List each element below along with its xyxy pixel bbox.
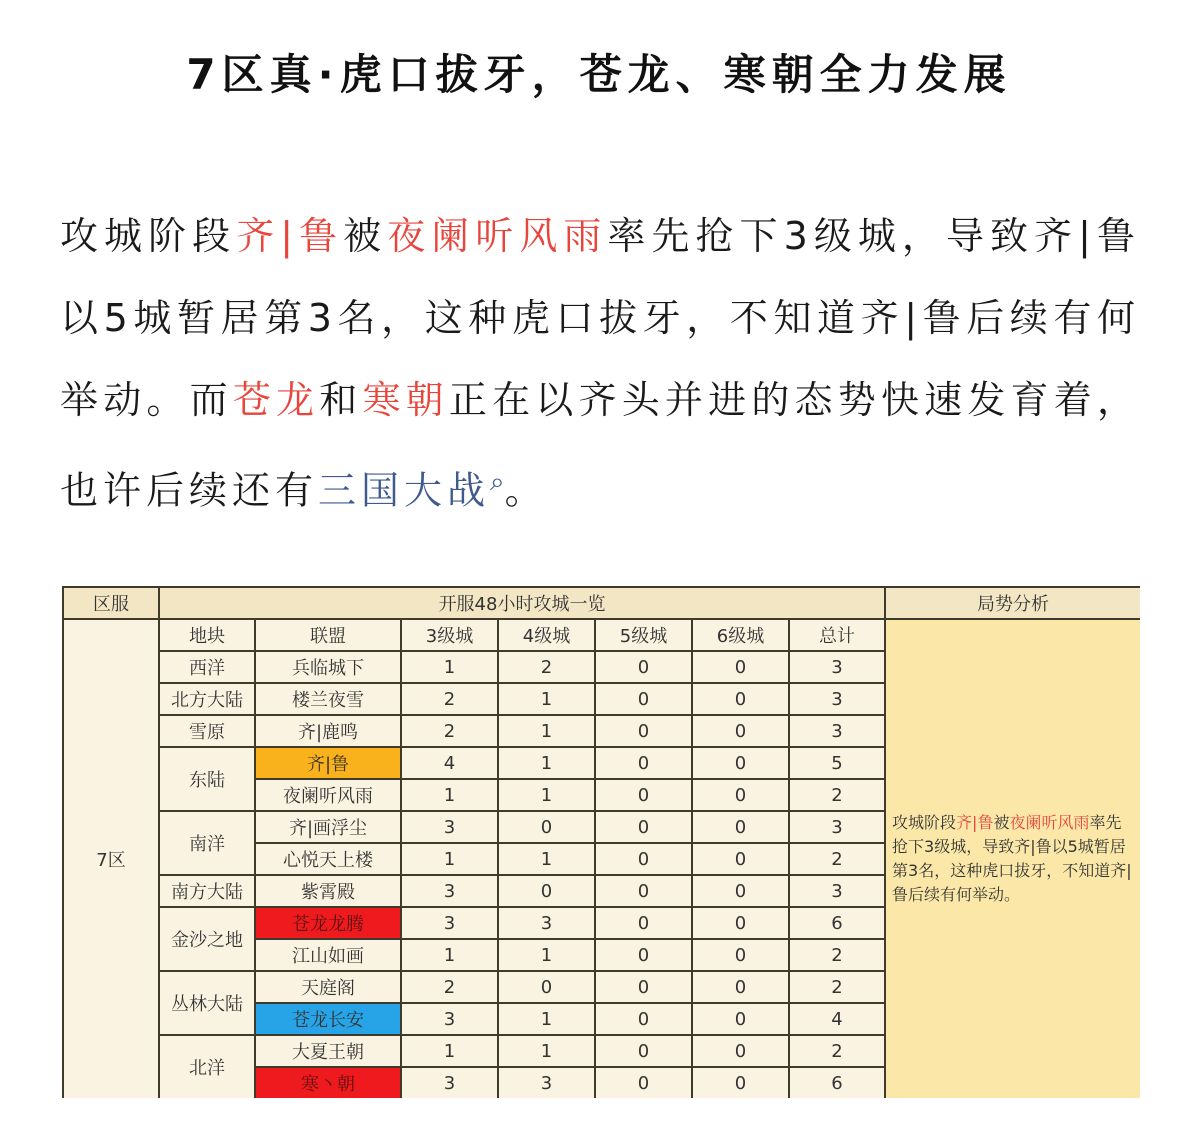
alliance-cell: 齐|鲁 — [255, 747, 401, 779]
header-analysis: 局势分析 — [885, 587, 1140, 619]
value-cell: 1 — [498, 779, 595, 811]
value-cell: 0 — [595, 1035, 692, 1067]
value-cell: 3 — [401, 811, 498, 843]
total-cell: 3 — [789, 811, 885, 843]
highlight-alliance: 寒朝 — [362, 378, 449, 422]
zone-cell: 7区 — [63, 619, 159, 1098]
region-cell: 西洋 — [159, 651, 255, 683]
analysis-cell — [885, 619, 1140, 1098]
value-cell: 0 — [595, 651, 692, 683]
value-cell: 0 — [692, 1003, 789, 1035]
region-cell: 南方大陆 — [159, 875, 255, 907]
text-segment: 被 — [343, 214, 388, 258]
total-cell: 3 — [789, 683, 885, 715]
region-cell: 雪原 — [159, 715, 255, 747]
value-cell: 0 — [692, 715, 789, 747]
value-cell: 0 — [595, 907, 692, 939]
value-cell: 0 — [692, 1035, 789, 1067]
total-cell: 6 — [789, 907, 885, 939]
total-cell: 2 — [789, 971, 885, 1003]
value-cell: 0 — [595, 779, 692, 811]
table-header-row — [63, 587, 1140, 619]
alliance-cell: 江山如画 — [255, 939, 401, 971]
value-cell: 0 — [692, 843, 789, 875]
text-segment: 。 — [504, 468, 548, 513]
value-cell: 1 — [498, 747, 595, 779]
value-cell: 0 — [692, 939, 789, 971]
value-cell: 0 — [595, 971, 692, 1003]
value-cell: 3 — [498, 1067, 595, 1098]
analysis-text: 攻城阶段 — [892, 813, 957, 832]
value-cell: 4 — [401, 747, 498, 779]
region-cell: 东陆 — [159, 747, 255, 811]
value-cell: 0 — [692, 747, 789, 779]
value-cell: 0 — [692, 651, 789, 683]
alliance-cell: 天庭阁 — [255, 971, 401, 1003]
highlight-alliance: 齐|鲁 — [236, 214, 344, 258]
alliance-cell: 苍龙龙腾 — [255, 907, 401, 939]
value-cell: 0 — [595, 747, 692, 779]
col-header: 5级城 — [595, 619, 692, 651]
alliance-cell: 楼兰夜雪 — [255, 683, 401, 715]
analysis-text: 被 — [993, 813, 1010, 832]
total-cell: 2 — [789, 843, 885, 875]
total-cell: 3 — [789, 875, 885, 907]
search-link[interactable]: 三国大战 — [318, 468, 491, 513]
value-cell: 0 — [595, 1003, 692, 1035]
total-cell: 2 — [789, 1035, 885, 1067]
col-header: 地块 — [159, 619, 255, 651]
value-cell: 3 — [401, 907, 498, 939]
text-segment: 正在以齐头并进的态势快速发育着，也许后续还有 — [60, 378, 1140, 513]
alliance-cell: 齐|鹿鸣 — [255, 715, 401, 747]
value-cell: 1 — [498, 1035, 595, 1067]
value-cell: 0 — [595, 843, 692, 875]
article-paragraph — [60, 195, 1140, 532]
col-header: 总计 — [789, 619, 885, 651]
alliance-cell: 夜阑听风雨 — [255, 779, 401, 811]
value-cell: 1 — [498, 715, 595, 747]
analysis-text: 率先抢下3级城，导致齐|鲁以5城暂居第3名，这种虎口拔牙，不知道齐|鲁后续有何举动。 — [892, 813, 1132, 904]
value-cell: 1 — [498, 843, 595, 875]
region-cell: 北洋 — [159, 1035, 255, 1098]
value-cell: 0 — [692, 875, 789, 907]
alliance-cell: 齐|画浮尘 — [255, 811, 401, 843]
region-cell: 南洋 — [159, 811, 255, 875]
text-segment: 率先抢下3级城，导致齐|鲁以5城暂居第3名，这种虎口拔牙，不知道齐|鲁后续有何举动。而 — [60, 214, 1140, 422]
value-cell: 2 — [401, 683, 498, 715]
total-cell: 5 — [789, 747, 885, 779]
total-cell: 3 — [789, 651, 885, 683]
region-cell: 丛林大陆 — [159, 971, 255, 1035]
total-cell: 2 — [789, 779, 885, 811]
value-cell: 0 — [692, 683, 789, 715]
column-header-row — [63, 619, 1140, 651]
col-header: 联盟 — [255, 619, 401, 651]
value-cell: 1 — [498, 1003, 595, 1035]
text-segment: 攻城阶段 — [60, 214, 237, 258]
siege-table-image — [62, 586, 1140, 1098]
col-header: 6级城 — [692, 619, 789, 651]
total-cell: 4 — [789, 1003, 885, 1035]
value-cell: 0 — [692, 907, 789, 939]
value-cell: 1 — [401, 1035, 498, 1067]
alliance-cell: 兵临城下 — [255, 651, 401, 683]
value-cell: 0 — [595, 811, 692, 843]
value-cell: 3 — [498, 907, 595, 939]
value-cell: 2 — [498, 651, 595, 683]
highlight-alliance: 夜阑听风雨 — [387, 214, 608, 258]
value-cell: 0 — [498, 811, 595, 843]
col-header: 4级城 — [498, 619, 595, 651]
value-cell: 0 — [692, 971, 789, 1003]
search-icon[interactable]: ⌕ — [490, 467, 505, 497]
value-cell: 1 — [401, 939, 498, 971]
value-cell: 0 — [595, 1067, 692, 1098]
value-cell: 1 — [401, 843, 498, 875]
total-cell: 3 — [789, 715, 885, 747]
alliance-cell: 寒丶朝 — [255, 1067, 401, 1098]
highlight-alliance: 苍龙 — [232, 378, 320, 422]
value-cell: 3 — [401, 875, 498, 907]
value-cell: 1 — [498, 939, 595, 971]
text-segment: 和 — [319, 378, 363, 422]
value-cell: 1 — [401, 779, 498, 811]
value-cell: 0 — [692, 779, 789, 811]
value-cell: 2 — [401, 971, 498, 1003]
header-overview: 开服48小时攻城一览 — [159, 587, 885, 619]
value-cell: 0 — [498, 971, 595, 1003]
value-cell: 0 — [595, 939, 692, 971]
siege-table — [62, 586, 1140, 1098]
alliance-cell: 苍龙长安 — [255, 1003, 401, 1035]
value-cell: 0 — [595, 875, 692, 907]
total-cell: 2 — [789, 939, 885, 971]
total-cell: 6 — [789, 1067, 885, 1098]
value-cell: 1 — [498, 683, 595, 715]
value-cell: 0 — [595, 715, 692, 747]
col-header: 3级城 — [401, 619, 498, 651]
value-cell: 0 — [692, 1067, 789, 1098]
analysis-highlight: 齐|鲁 — [956, 813, 994, 832]
value-cell: 1 — [401, 651, 498, 683]
alliance-cell: 大夏王朝 — [255, 1035, 401, 1067]
value-cell: 2 — [401, 715, 498, 747]
header-zone: 区服 — [63, 587, 159, 619]
analysis-highlight: 夜阑听风雨 — [1009, 813, 1090, 832]
value-cell: 3 — [401, 1003, 498, 1035]
alliance-cell: 紫霄殿 — [255, 875, 401, 907]
region-cell: 北方大陆 — [159, 683, 255, 715]
article-title: 7区真·虎口拔牙，苍龙、寒朝全力发展 — [186, 50, 1012, 99]
value-cell: 0 — [595, 683, 692, 715]
region-cell: 金沙之地 — [159, 907, 255, 971]
value-cell: 3 — [401, 1067, 498, 1098]
value-cell: 0 — [498, 875, 595, 907]
alliance-cell: 心悦天上楼 — [255, 843, 401, 875]
value-cell: 0 — [692, 811, 789, 843]
